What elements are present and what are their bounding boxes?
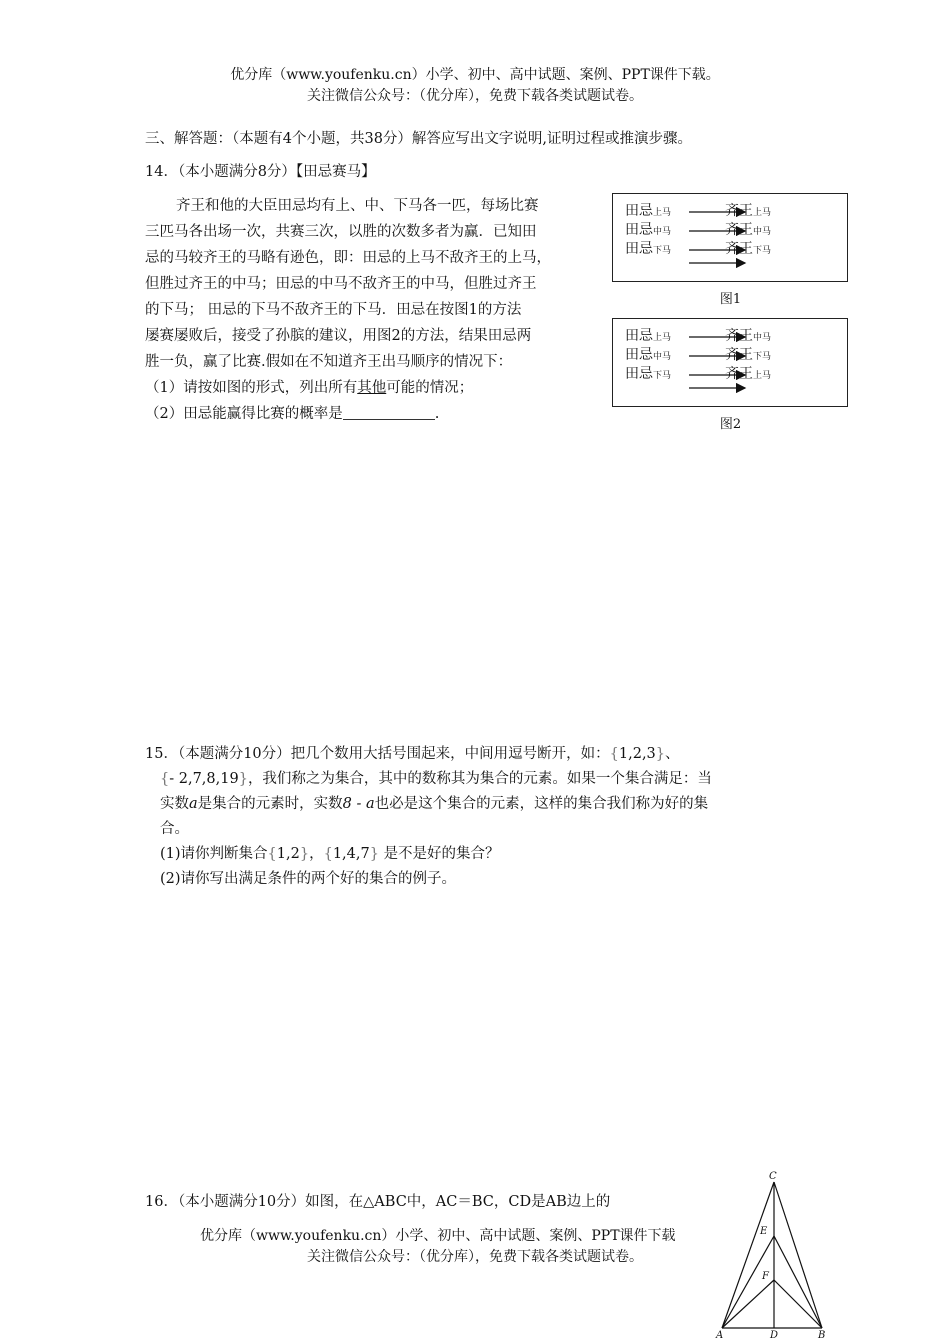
label-A: A (716, 1330, 724, 1340)
fig1-row-3: 田忌下马 (625, 241, 672, 257)
fig2-arrows (613, 319, 847, 406)
q16-line-1: 16．（本小题满分10分）如图，在△ABC中，AC＝BC，CD是AB边上的 (145, 1194, 611, 1210)
figure-1-caption: 图1 (719, 292, 742, 307)
q14-sub-1-underlined: 其他 (357, 380, 387, 396)
fig2-row-2: 田忌中马 (625, 347, 672, 363)
set-4: {1,4,7} (323, 846, 379, 862)
q14-line-4: 但胜过齐王的中马；田忌的中马不敌齐王的中马，但胜过齐王 (145, 276, 537, 292)
q15-line-4: 合。 (160, 821, 189, 837)
label-C: C (769, 1171, 777, 1182)
label-E: E (760, 1226, 768, 1237)
header-line-1: 优分库（www.youfenku.cn）小学、初中、高中试题、案例、PPT课件下载。 (230, 67, 720, 83)
fig1-right-2: 齐王中马 (725, 222, 772, 238)
segment-AE (722, 1236, 774, 1328)
side-AC (722, 1182, 774, 1328)
set-1: {1,2,3} (609, 746, 666, 762)
fig1-arrows (613, 194, 847, 281)
set-2: {- 2,7,8,19} (160, 771, 248, 787)
segment-AF (722, 1280, 774, 1328)
q15-line-3: 实数a是集合的元素时，实数8 - a也必是这个集合的元素，这样的集合我们称为好的集 (160, 796, 709, 812)
side-BC (774, 1182, 822, 1328)
fig2-row-3: 田忌下马 (625, 366, 672, 382)
header-line-2: 关注微信公众号：（优分库），免费下载各类试题试卷。 (307, 88, 643, 104)
triangle-figure (710, 1170, 830, 1340)
footer-line-2: 关注微信公众号：（优分库），免费下载各类试题试卷。 (307, 1249, 643, 1265)
q14-line-2: 三匹马各出场一次，共赛三次，以胜的次数多者为赢．已知田 (145, 224, 537, 240)
figure-1-box (612, 193, 848, 282)
label-B: B (818, 1330, 826, 1340)
figure-2-caption: 图2 (719, 417, 742, 432)
fig1-right-1: 齐王上马 (725, 203, 772, 219)
segment-BE (774, 1236, 822, 1328)
q14-line-1: 齐王和他的大臣田忌均有上、中、下马各一匹，每场比赛 (176, 198, 539, 214)
q14-line-7: 胜一负，赢了比赛.假如在不知道齐王出马顺序的情况下： (145, 354, 513, 370)
label-F: F (762, 1271, 769, 1282)
q15-line-1: 15．（本题满分10分）把几个数用大括号围起来，中间用逗号断开，如：{1,2,3}、 (145, 746, 680, 762)
q14-body (145, 193, 610, 427)
fig1-row-2: 田忌中马 (625, 222, 672, 238)
q15-sub-1: (1)请你判断集合{1,2}，{1,4,7} 是不是好的集合？ (160, 846, 500, 862)
fig2-right-3: 齐王上马 (725, 366, 772, 382)
set-3: {1,2} (267, 846, 310, 862)
q14-line-3: 忌的马较齐王的马略有逊色，即：田忌的上马不敌齐王的上马， (145, 250, 551, 266)
fig1-right-3: 齐王下马 (725, 241, 772, 257)
figure-2-box (612, 318, 848, 407)
footer-line-1: 优分库（www.youfenku.cn）小学、初中、高中试题、案例、PPT课件下载 (200, 1228, 676, 1244)
label-D: D (770, 1330, 779, 1340)
section-title: 三、解答题：（本题有4个小题，共38分）解答应写出文字说明,证明过程或推演步骤。 (145, 131, 693, 147)
q15-line-2: {- 2,7,8,19}，我们称之为集合，其中的数称其为集合的元素。如果一个集合满足：当 (160, 771, 712, 787)
q14-sub-1: （1）请按如图的形式，列出所有其他可能的情况； (145, 380, 474, 396)
fig2-right-1: 齐王中马 (725, 328, 772, 344)
q14-line-6: 屡赛屡败后，接受了孙膑的建议，用图2的方法，结果田忌两 (145, 328, 532, 344)
q14-title: 14．（本小题满分8分）【田忌赛马】 (145, 164, 376, 180)
fig2-right-2: 齐王下马 (725, 347, 772, 363)
fig2-row-1: 田忌上马 (625, 328, 672, 344)
segment-BF (774, 1280, 822, 1328)
q14-sub-2: （2）田忌能赢得比赛的概率是 . (145, 401, 610, 427)
fig1-row-1: 田忌上马 (625, 203, 672, 219)
q14-line-5: 的下马； 田忌的下马不敌齐王的下马．田忌在按图1的方法 (145, 302, 522, 318)
answer-blank[interactable] (343, 403, 435, 420)
q15-sub-2: (2)请你写出满足条件的两个好的集合的例子。 (160, 871, 457, 887)
